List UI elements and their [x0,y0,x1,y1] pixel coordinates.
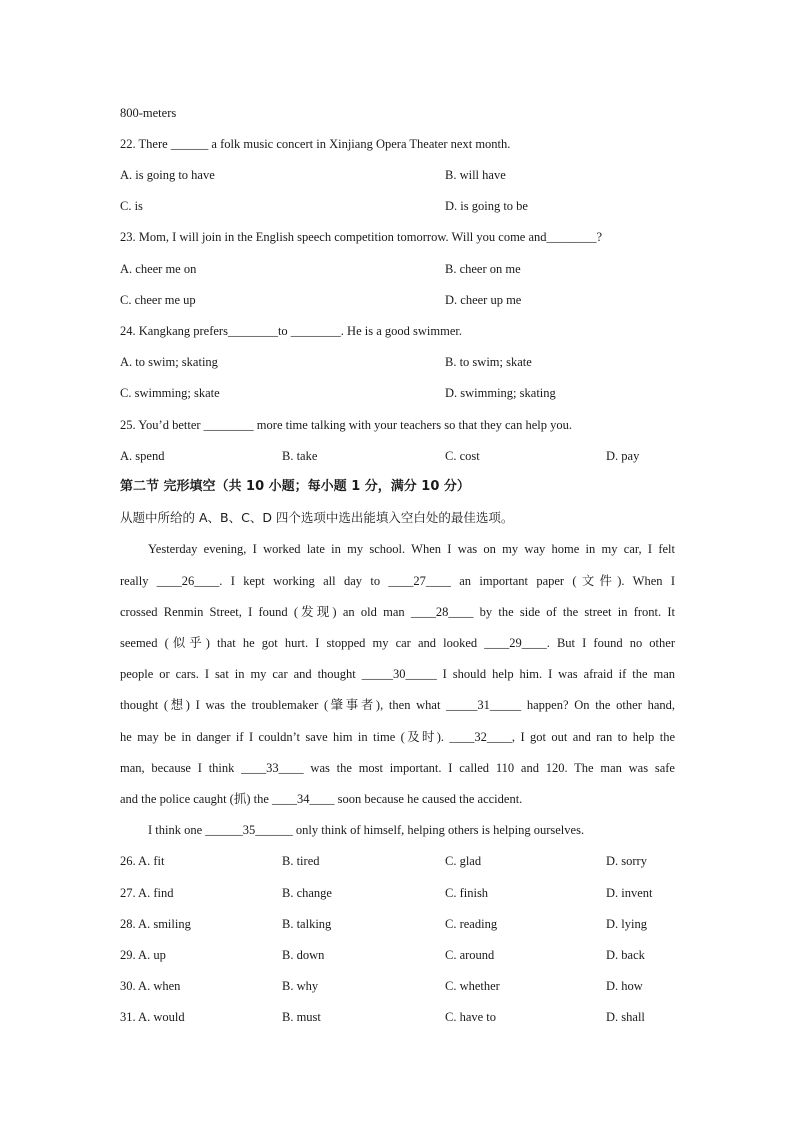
passage-line: man, because I think ____33____ was the most important. I called 110 and 120. The man was safe [120,761,675,775]
section-instruction: 从题中所给的 A、B、C、D 四个选项中选出能填入空白处的最佳选项。 [120,510,514,525]
passage-line: seemed (似乎) that he got hurt. I stopped my car and looked ____29____. But I found no other [120,636,675,650]
option-c: C. cheer me up [120,293,196,307]
option-c: C. swimming; skate [120,386,220,400]
cloze-option: C. glad [445,854,482,868]
option-a: A. cheer me on [120,262,197,276]
question-stem: 23. Mom, I will join in the English speech competition tomorrow. Will you come and________? [120,230,603,244]
question-stem: 24. Kangkang prefers________to ________. He is a good swimmer. [120,324,462,338]
option-b: B. cheer on me [445,262,521,276]
cloze-option: 27. A. find [120,886,174,900]
passage-line: he may be in danger if I couldn’t save him in time (及时). ____32____, I got out and ran to help the [120,730,675,744]
passage-line: I think one ______35______ only think of himself, helping others is helping ourselves. [148,823,585,837]
section-title: 第二节 完形填空（共 10 小题；每小题 1 分，满分 10 分） [120,479,470,494]
cloze-option: C. finish [445,886,489,900]
option-c: C. is [120,199,143,213]
option-d: D. swimming; skating [445,386,556,400]
option-d: D. cheer up me [445,293,522,307]
cloze-option: D. sorry [606,854,647,868]
passage-line: people or cars. I sat in my car and thought _____30_____ I should help him. I was afraid if the man [120,667,675,681]
option-b: B. to swim; skate [445,355,532,369]
passage-line: thought (想) I was the troublemaker (肇事者), then what _____31_____ happen? On the other hand, [120,698,675,712]
question-stem: 25. You’d better ________ more time talking with your teachers so that they can help you. [120,418,572,432]
option-a: A. spend [120,449,165,463]
cloze-option: C. reading [445,917,498,931]
cloze-option: B. talking [282,917,332,931]
option-c: C. cost [445,449,480,463]
passage-line: really ____26____. I kept working all day to ____27____ an important paper (文件). When I [120,574,675,588]
cloze-option: 28. A. smiling [120,917,191,931]
option-a: A. is going to have [120,168,215,182]
cloze-option: 31. A. would [120,1010,185,1024]
cloze-option: D. lying [606,917,647,931]
option-b: B. will have [445,168,506,182]
passage-line: crossed Renmin Street, I found (发现) an old man ____28____ by the side of the street in front. It [120,605,675,619]
option-d: D. pay [606,449,640,463]
cloze-option: 26. A. fit [120,854,165,868]
cloze-option: C. around [445,948,495,962]
option-b: B. take [282,449,318,463]
cloze-option: B. tired [282,854,320,868]
question-stem: 22. There ______ a folk music concert in Xinjiang Opera Theater next month. [120,137,511,151]
cloze-option: D. how [606,979,643,993]
cloze-option: D. invent [606,886,653,900]
cloze-option: C. have to [445,1010,497,1024]
cloze-option: B. change [282,886,332,900]
cloze-option: D. back [606,948,645,962]
passage-line: and the police caught (抓) the ____34____ soon because he caused the accident. [120,792,523,806]
cloze-option: B. why [282,979,319,993]
cloze-option: B. down [282,948,325,962]
cloze-option: 29. A. up [120,948,166,962]
option-d: D. is going to be [445,199,528,213]
option-a: A. to swim; skating [120,355,218,369]
cloze-option: B. must [282,1010,321,1024]
passage-line: Yesterday evening, I worked late in my school. When I was on my way home in my car, I felt [148,542,675,556]
cloze-option: D. shall [606,1010,645,1024]
cloze-option: 30. A. when [120,979,181,993]
cloze-option: C. whether [445,979,500,993]
top-fragment: 800-meters [120,106,177,120]
